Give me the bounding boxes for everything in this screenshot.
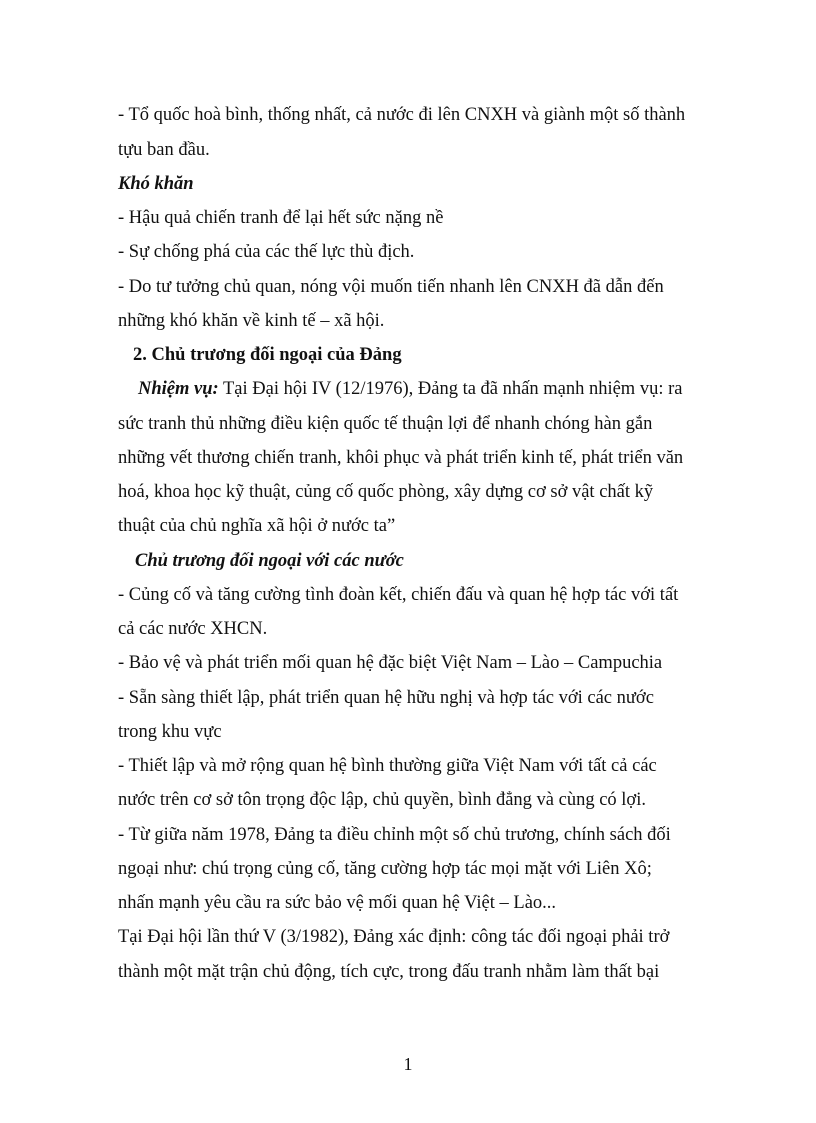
page-number: 1 <box>403 1054 413 1074</box>
paragraph-line: những vết thương chiến tranh, khôi phục và phát triển kinh tế, phát triển văn <box>118 448 684 468</box>
bullet-line: - Sự chống phá của các thế lực thù địch. <box>118 242 415 262</box>
paragraph-line: thành một mặt trận chủ động, tích cực, trong đấu tranh nhằm làm thất bại <box>118 962 660 982</box>
bullet-line: - Do tư tưởng chủ quan, nóng vội muốn tiến nhanh lên CNXH đã dẫn đến <box>118 277 664 297</box>
mission-text: Tại Đại hội IV (12/1976), Đảng ta đã nhấn mạnh nhiệm vụ: ra <box>218 379 683 399</box>
paragraph-line: những khó khăn về kinh tế – xã hội. <box>118 311 385 331</box>
paragraph-line: ngoại như: chú trọng củng cố, tăng cường hợp tác mọi mặt với Liên Xô; <box>118 859 652 879</box>
section-heading: Chủ trương đối ngoại với các nước <box>135 551 404 571</box>
mission-line <box>138 377 682 401</box>
paragraph-line: trong khu vực <box>118 722 222 742</box>
paragraph-line: Tại Đại hội lần thứ V (3/1982), Đảng xác định: công tác đối ngoại phải trở <box>118 927 670 947</box>
bullet-line: - Củng cố và tăng cường tình đoàn kết, chiến đấu và quan hệ hợp tác với tất <box>118 585 679 605</box>
paragraph-line: nhấn mạnh yêu cầu ra sức bảo vệ mối quan hệ Việt – Lào... <box>118 893 557 913</box>
bullet-line: - Từ giữa năm 1978, Đảng ta điều chỉnh một số chủ trương, chính sách đối <box>118 825 671 845</box>
bullet-line: - Sẵn sàng thiết lập, phát triển quan hệ hữu nghị và hợp tác với các nước <box>118 688 654 708</box>
section-heading: 2. Chủ trương đối ngoại của Đảng <box>133 345 402 365</box>
paragraph-line: cả các nước XHCN. <box>118 619 268 639</box>
paragraph-line: sức tranh thủ những điều kiện quốc tế thuận lợi để nhanh chóng hàn gắn <box>118 414 653 434</box>
paragraph-line: thuật của chủ nghĩa xã hội ở nước ta” <box>118 516 396 536</box>
paragraph-line: tựu ban đầu. <box>118 140 210 160</box>
bullet-line: - Thiết lập và mở rộng quan hệ bình thường giữa Việt Nam với tất cả các <box>118 756 657 776</box>
bullet-line: - Hậu quả chiến tranh để lại hết sức nặng nề <box>118 208 444 228</box>
paragraph-line: - Tổ quốc hoà bình, thống nhất, cả nước đi lên CNXH và giành một số thành <box>118 105 686 125</box>
section-heading: Khó khăn <box>118 174 194 194</box>
mission-label: Nhiệm vụ: <box>138 379 219 399</box>
paragraph-line: nước trên cơ sở tôn trọng độc lập, chủ quyền, bình đẳng và cùng có lợi. <box>118 790 646 810</box>
bullet-line: - Bảo vệ và phát triển mối quan hệ đặc biệt Việt Nam – Lào – Campuchia <box>118 653 663 673</box>
paragraph-line: hoá, khoa học kỹ thuật, củng cố quốc phòng, xây dựng cơ sở vật chất kỹ <box>118 482 654 502</box>
